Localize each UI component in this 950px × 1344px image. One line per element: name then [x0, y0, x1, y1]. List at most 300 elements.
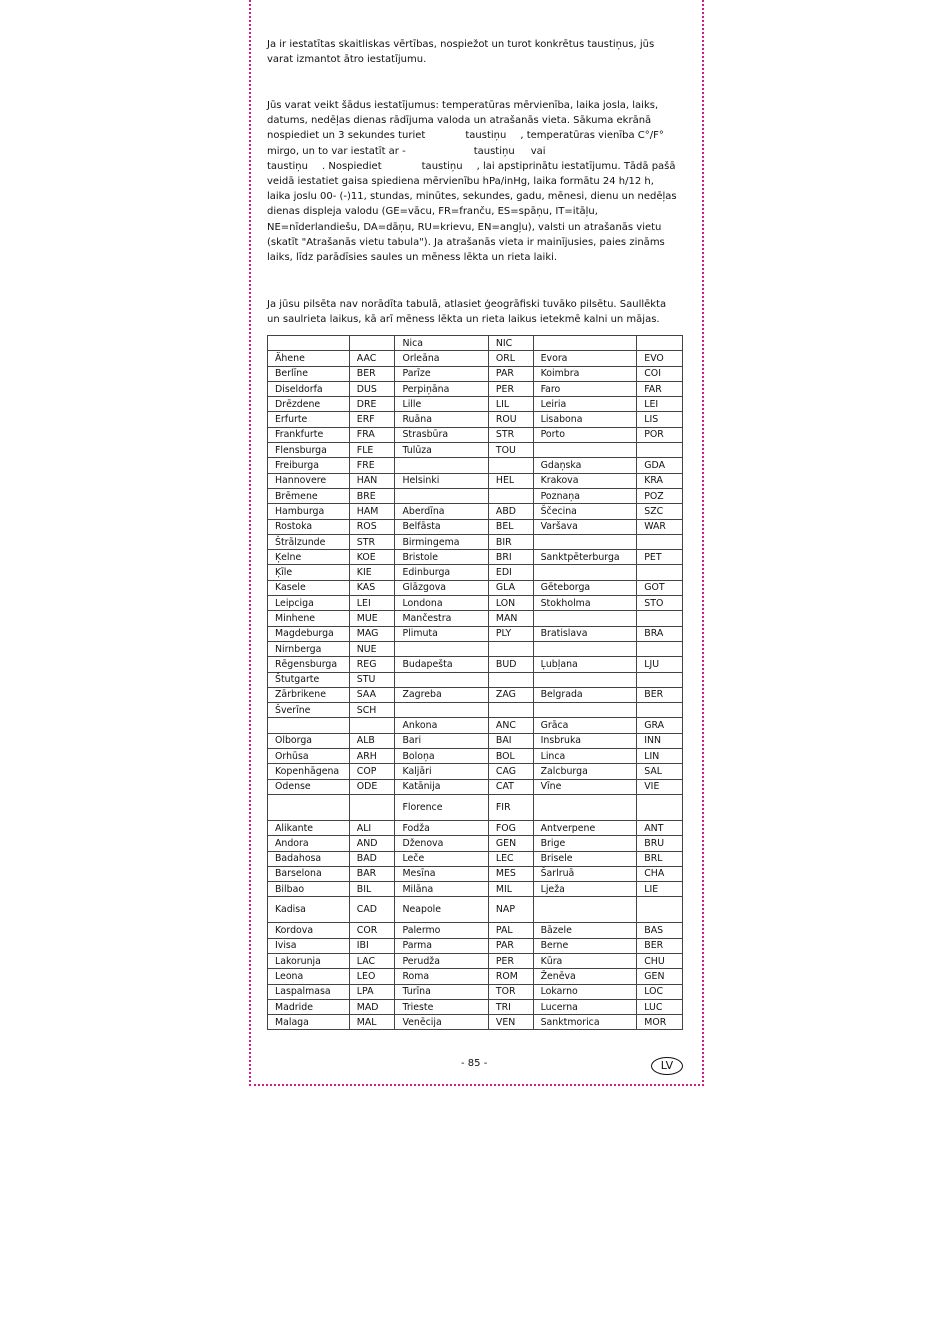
table-cell-code: MAD: [349, 999, 395, 1014]
table-cell-city: Nica: [395, 336, 488, 351]
table-cell-city: Magdeburga: [268, 626, 350, 641]
table-cell-code: LEO: [349, 969, 395, 984]
table-cell-code: PAR: [488, 366, 533, 381]
table-cell-city: Perpiņāna: [395, 381, 488, 396]
table-cell-city: Belgrada: [533, 687, 637, 702]
table-cell-code: LEI: [637, 397, 683, 412]
paragraph-quick-setting: Ja ir iestatītas skaitliskas vērtības, nospiežot un turot konkrētus taustiņus, jūs varat izmantot ātro iestatījumu.: [267, 39, 655, 66]
table-cell-city: Evora: [533, 351, 637, 366]
table-cell-city: Varšava: [533, 519, 637, 534]
table-cell-city: Neapole: [395, 897, 488, 923]
table-cell-city: Leiria: [533, 397, 637, 412]
table-cell-city: Kordova: [268, 923, 350, 938]
table-cell-city: Berlīne: [268, 366, 350, 381]
table-cell-code: BRU: [637, 836, 683, 851]
table-cell-city: Plimuta: [395, 626, 488, 641]
table-cell-city: Mančestra: [395, 611, 488, 626]
table-cell-city: Parīze: [395, 366, 488, 381]
table-row: [268, 336, 683, 351]
table-cell-code: NIC: [488, 336, 533, 351]
table-cell-code: BER: [349, 366, 395, 381]
table-row: [268, 626, 683, 641]
table-cell-city: Rēgensburga: [268, 657, 350, 672]
table-row: [268, 519, 683, 534]
table-cell-code: MIL: [488, 882, 533, 897]
table-cell-city: Ankona: [395, 718, 488, 733]
table-cell-city: Parma: [395, 938, 488, 953]
table-cell-code: LPA: [349, 984, 395, 999]
table-cell-city: [395, 703, 488, 718]
table-cell-city: Boloņa: [395, 749, 488, 764]
table-cell-code: BIR: [488, 534, 533, 549]
table-cell-city: Ähene: [268, 351, 350, 366]
table-cell-city: Andora: [268, 836, 350, 851]
table-cell-city: Orleāna: [395, 351, 488, 366]
table-cell-city: [533, 336, 637, 351]
p2-part-g: . Nospiediet: [321, 160, 382, 172]
table-cell-city: Ķīle: [268, 565, 350, 580]
table-cell-city: Florence: [395, 794, 488, 820]
table-cell-code: FLE: [349, 443, 395, 458]
p2-part-a: Jūs varat veikt šādus iestatījumus: temperatūras mērvienība, laika josla, laiks, datums, nedēļas dienas rādījuma valoda un atrašanās vieta. Sākuma ekrānā nospiediet un 3 sekundes turiet: [267, 100, 659, 142]
table-cell-code: EVO: [637, 351, 683, 366]
table-cell-city: Koimbra: [533, 366, 637, 381]
table-cell-city: Fodža: [395, 820, 488, 835]
table-cell-city: Stokholma: [533, 596, 637, 611]
table-cell-code: LAC: [349, 953, 395, 968]
table-cell-code: HAM: [349, 504, 395, 519]
table-cell-code: KOE: [349, 550, 395, 565]
table-cell-code: CAD: [349, 897, 395, 923]
table-row: [268, 657, 683, 672]
table-cell-city: Brēmene: [268, 488, 350, 503]
table-cell-code: LJU: [637, 657, 683, 672]
table-cell-code: GOT: [637, 580, 683, 595]
table-cell-code: BRA: [637, 626, 683, 641]
table-cell-code: AAC: [349, 351, 395, 366]
table-cell-code: BAI: [488, 733, 533, 748]
table-row: [268, 687, 683, 702]
table-row: [268, 749, 683, 764]
table-cell-city: Bilbao: [268, 882, 350, 897]
p2-part-e: vai: [530, 145, 546, 157]
table-cell-code: FOG: [488, 820, 533, 835]
table-cell-code: BAR: [349, 866, 395, 881]
table-cell-city: [268, 794, 350, 820]
table-cell-city: Šarlruā: [533, 866, 637, 881]
table-cell-city: Erfurte: [268, 412, 350, 427]
table-cell-city: Bāzele: [533, 923, 637, 938]
table-cell-code: DRE: [349, 397, 395, 412]
table-cell-city: Lježa: [533, 882, 637, 897]
table-cell-code: INN: [637, 733, 683, 748]
table-cell-city: [533, 565, 637, 580]
table-cell-city: Lille: [395, 397, 488, 412]
table-cell-city: Brisele: [533, 851, 637, 866]
table-cell-code: BOL: [488, 749, 533, 764]
table-cell-code: GDA: [637, 458, 683, 473]
table-row: [268, 836, 683, 851]
table-cell-code: GRA: [637, 718, 683, 733]
table-cell-code: [349, 794, 395, 820]
table-cell-city: Olborga: [268, 733, 350, 748]
table-cell-city: Laspalmasa: [268, 984, 350, 999]
table-cell-city: Odense: [268, 779, 350, 794]
table-cell-city: Perudža: [395, 953, 488, 968]
table-cell-code: KIE: [349, 565, 395, 580]
p2-part-i: , lai apstiprinātu iestatījumu. Tādā pašā veidā iestatiet gaisa spiediena mērvienību hPa/inHg, laika formātu 24 h/12 h, laika joslu 00- (-)11, stundas, minūtes, sekundes, gadu, mēnesi, dienu un nedēļas dienas displeja valodu (GE=vācu, FR=franču, ES=spāņu, IT=itāļu, NE=nīderlandiešu, DA=dāņu, RU=krievu, EN=angļu), valsti un atrašanās vietu (skatīt "Atrašanās vietu tabula"). Ja atrašanās vieta ir mainījusies, paies zināms laiks, līdz parādīsies saules un mēness lēkta un rieta laiki.: [267, 160, 677, 264]
table-cell-city: Bari: [395, 733, 488, 748]
table-cell-code: TRI: [488, 999, 533, 1014]
table-cell-city: Belfāsta: [395, 519, 488, 534]
table-cell-city: Ženēva: [533, 969, 637, 984]
table-cell-city: Zārbrikene: [268, 687, 350, 702]
table-cell-code: REG: [349, 657, 395, 672]
table-cell-city: [395, 488, 488, 503]
table-cell-city: Faro: [533, 381, 637, 396]
table-cell-code: COP: [349, 764, 395, 779]
table-cell-code: KAS: [349, 580, 395, 595]
table-cell-city: Turīna: [395, 984, 488, 999]
table-cell-city: Hannovere: [268, 473, 350, 488]
table-cell-code: ABD: [488, 504, 533, 519]
language-badge: LV: [651, 1057, 683, 1075]
table-cell-code: LIL: [488, 397, 533, 412]
table-cell-city: Milāna: [395, 882, 488, 897]
table-row: [268, 733, 683, 748]
table-row: [268, 718, 683, 733]
table-row: [268, 953, 683, 968]
location-table-body: [268, 336, 683, 1030]
table-cell-code: CHU: [637, 953, 683, 968]
table-row: [268, 366, 683, 381]
table-row: [268, 1015, 683, 1030]
table-cell-city: Sanktpēterburga: [533, 550, 637, 565]
table-cell-city: Rostoka: [268, 519, 350, 534]
table-cell-city: Lakorunja: [268, 953, 350, 968]
table-row: [268, 580, 683, 595]
table-row: [268, 534, 683, 549]
table-cell-city: Trieste: [395, 999, 488, 1014]
table-cell-code: [637, 443, 683, 458]
table-cell-code: SCH: [349, 703, 395, 718]
table-row: [268, 969, 683, 984]
p2-part-h: taustiņu: [421, 160, 463, 172]
table-cell-city: Lokarno: [533, 984, 637, 999]
table-cell-code: ODE: [349, 779, 395, 794]
table-cell-code: ANC: [488, 718, 533, 733]
table-row: [268, 443, 683, 458]
table-cell-code: MOR: [637, 1015, 683, 1030]
table-cell-code: VIE: [637, 779, 683, 794]
table-cell-code: ORL: [488, 351, 533, 366]
table-cell-city: Flensburga: [268, 443, 350, 458]
table-cell-code: PAR: [488, 938, 533, 953]
table-cell-code: ZAG: [488, 687, 533, 702]
table-cell-city: Freiburga: [268, 458, 350, 473]
table-row: [268, 897, 683, 923]
table-cell-code: [637, 794, 683, 820]
table-cell-city: Londona: [395, 596, 488, 611]
table-row: [268, 351, 683, 366]
table-cell-city: Šverīne: [268, 703, 350, 718]
table-cell-city: Lucerna: [533, 999, 637, 1014]
table-cell-city: Birmingema: [395, 534, 488, 549]
table-row: [268, 611, 683, 626]
table-cell-code: BRE: [349, 488, 395, 503]
table-cell-city: [395, 672, 488, 687]
table-cell-code: PAL: [488, 923, 533, 938]
table-row: [268, 866, 683, 881]
table-cell-code: ALI: [349, 820, 395, 835]
table-cell-city: Palermo: [395, 923, 488, 938]
table-cell-code: ROM: [488, 969, 533, 984]
table-cell-city: [533, 703, 637, 718]
table-cell-code: [488, 672, 533, 687]
table-cell-city: Leče: [395, 851, 488, 866]
table-row: [268, 999, 683, 1014]
table-cell-code: ROU: [488, 412, 533, 427]
table-row: [268, 565, 683, 580]
table-cell-code: SAA: [349, 687, 395, 702]
table-cell-city: Poznaņa: [533, 488, 637, 503]
table-cell-code: [488, 641, 533, 656]
table-cell-city: Kopenhāgena: [268, 764, 350, 779]
table-cell-code: [349, 336, 395, 351]
table-cell-code: [637, 565, 683, 580]
table-cell-city: Dženova: [395, 836, 488, 851]
table-cell-code: DUS: [349, 381, 395, 396]
table-row: [268, 397, 683, 412]
table-cell-code: CAG: [488, 764, 533, 779]
paragraph-settings-instructions: [267, 98, 679, 265]
table-cell-code: NUE: [349, 641, 395, 656]
table-cell-code: TOU: [488, 443, 533, 458]
table-row: [268, 473, 683, 488]
table-cell-city: Drēzdene: [268, 397, 350, 412]
table-cell-code: PER: [488, 953, 533, 968]
table-cell-code: BRI: [488, 550, 533, 565]
table-cell-city: Ļubļana: [533, 657, 637, 672]
table-cell-code: BER: [637, 938, 683, 953]
table-cell-code: POR: [637, 427, 683, 442]
table-cell-city: [533, 794, 637, 820]
table-cell-code: STR: [349, 534, 395, 549]
table-cell-code: [637, 611, 683, 626]
table-row: [268, 596, 683, 611]
table-cell-code: POZ: [637, 488, 683, 503]
table-cell-city: [395, 458, 488, 473]
table-cell-city: Zalcburga: [533, 764, 637, 779]
location-table: [267, 335, 683, 1030]
table-cell-city: Diseldorfa: [268, 381, 350, 396]
table-row: [268, 381, 683, 396]
table-cell-code: FRA: [349, 427, 395, 442]
table-cell-city: [533, 611, 637, 626]
table-row: [268, 938, 683, 953]
table-cell-city: [533, 641, 637, 656]
table-cell-code: BRL: [637, 851, 683, 866]
table-cell-code: [637, 897, 683, 923]
table-row: [268, 703, 683, 718]
table-row: [268, 458, 683, 473]
table-cell-city: Štrālzunde: [268, 534, 350, 549]
table-cell-city: Minhene: [268, 611, 350, 626]
table-cell-code: [637, 703, 683, 718]
table-cell-city: Kadisa: [268, 897, 350, 923]
table-row: [268, 427, 683, 442]
table-cell-city: [268, 718, 350, 733]
table-cell-code: ROS: [349, 519, 395, 534]
table-cell-city: Nirnberga: [268, 641, 350, 656]
table-cell-city: [268, 336, 350, 351]
table-cell-city: Insbruka: [533, 733, 637, 748]
table-cell-city: Krakova: [533, 473, 637, 488]
table-cell-code: BER: [637, 687, 683, 702]
table-cell-code: TOR: [488, 984, 533, 999]
table-cell-code: HAN: [349, 473, 395, 488]
table-cell-code: [637, 534, 683, 549]
table-cell-code: LOC: [637, 984, 683, 999]
table-cell-city: Edinburga: [395, 565, 488, 580]
table-cell-city: Ķelne: [268, 550, 350, 565]
table-cell-code: NAP: [488, 897, 533, 923]
table-cell-code: BIL: [349, 882, 395, 897]
table-cell-city: Gēteborga: [533, 580, 637, 595]
table-cell-city: Kaljāri: [395, 764, 488, 779]
table-cell-city: Helsinki: [395, 473, 488, 488]
table-cell-code: MAN: [488, 611, 533, 626]
table-cell-code: [488, 488, 533, 503]
table-cell-code: COI: [637, 366, 683, 381]
table-cell-city: Linca: [533, 749, 637, 764]
table-row: [268, 488, 683, 503]
table-cell-city: Aberdīna: [395, 504, 488, 519]
table-cell-city: Berne: [533, 938, 637, 953]
table-cell-code: EDI: [488, 565, 533, 580]
table-cell-city: Budapešta: [395, 657, 488, 672]
table-cell-city: Bristole: [395, 550, 488, 565]
table-row: [268, 820, 683, 835]
table-cell-code: STR: [488, 427, 533, 442]
table-cell-code: BAD: [349, 851, 395, 866]
table-cell-code: LEC: [488, 851, 533, 866]
table-cell-code: AND: [349, 836, 395, 851]
table-cell-city: Strasbūra: [395, 427, 488, 442]
table-cell-city: Bratislava: [533, 626, 637, 641]
table-cell-city: Štutgarte: [268, 672, 350, 687]
p2-part-b: taustiņu: [465, 130, 507, 142]
table-cell-code: CAT: [488, 779, 533, 794]
table-cell-code: ARH: [349, 749, 395, 764]
table-cell-city: Lisabona: [533, 412, 637, 427]
table-cell-city: Brige: [533, 836, 637, 851]
table-row: [268, 550, 683, 565]
table-cell-city: Sanktmorica: [533, 1015, 637, 1030]
table-cell-city: Badahosa: [268, 851, 350, 866]
table-cell-code: WAR: [637, 519, 683, 534]
table-cell-city: Ščecina: [533, 504, 637, 519]
table-cell-city: Kasele: [268, 580, 350, 595]
table-cell-code: BEL: [488, 519, 533, 534]
p2-part-d: taustiņu: [473, 145, 515, 157]
table-cell-code: FRE: [349, 458, 395, 473]
table-cell-city: Mesīna: [395, 866, 488, 881]
table-cell-city: Orhūsa: [268, 749, 350, 764]
table-cell-city: Porto: [533, 427, 637, 442]
table-cell-code: LEI: [349, 596, 395, 611]
table-cell-code: VEN: [488, 1015, 533, 1030]
table-cell-city: Ivisa: [268, 938, 350, 953]
table-cell-city: Malaga: [268, 1015, 350, 1030]
page-number: - 85 -: [461, 1058, 488, 1069]
table-cell-city: [533, 897, 637, 923]
table-row: [268, 672, 683, 687]
table-cell-city: Leipciga: [268, 596, 350, 611]
table-cell-city: Venēcija: [395, 1015, 488, 1030]
table-cell-code: PER: [488, 381, 533, 396]
table-cell-city: Antverpene: [533, 820, 637, 835]
table-cell-code: LIN: [637, 749, 683, 764]
table-cell-code: LIE: [637, 882, 683, 897]
table-cell-code: LON: [488, 596, 533, 611]
table-cell-city: Roma: [395, 969, 488, 984]
table-cell-code: PET: [637, 550, 683, 565]
table-cell-city: Hamburga: [268, 504, 350, 519]
table-cell-code: [349, 718, 395, 733]
table-cell-code: STO: [637, 596, 683, 611]
table-cell-city: Leona: [268, 969, 350, 984]
table-cell-code: GLA: [488, 580, 533, 595]
table-cell-city: Ruāna: [395, 412, 488, 427]
table-cell-city: Zagreba: [395, 687, 488, 702]
table-row: [268, 764, 683, 779]
table-cell-city: [533, 534, 637, 549]
p2-part-f: taustiņu: [267, 160, 308, 172]
table-cell-code: LUC: [637, 999, 683, 1014]
table-cell-code: STU: [349, 672, 395, 687]
table-cell-code: COR: [349, 923, 395, 938]
table-cell-code: [637, 336, 683, 351]
table-row: [268, 984, 683, 999]
table-cell-city: [395, 641, 488, 656]
table-cell-code: LIS: [637, 412, 683, 427]
table-row: [268, 641, 683, 656]
table-cell-code: KRA: [637, 473, 683, 488]
table-cell-city: Vīne: [533, 779, 637, 794]
table-cell-city: Glāzgova: [395, 580, 488, 595]
table-cell-city: Gdaņska: [533, 458, 637, 473]
table-cell-code: SAL: [637, 764, 683, 779]
table-cell-code: CHA: [637, 866, 683, 881]
table-cell-code: [637, 641, 683, 656]
table-cell-code: MAG: [349, 626, 395, 641]
table-cell-code: ANT: [637, 820, 683, 835]
table-cell-code: GEN: [637, 969, 683, 984]
table-cell-code: FAR: [637, 381, 683, 396]
table-cell-code: SZC: [637, 504, 683, 519]
table-cell-city: [533, 672, 637, 687]
table-cell-city: Katānija: [395, 779, 488, 794]
table-cell-code: ERF: [349, 412, 395, 427]
table-cell-city: Alikante: [268, 820, 350, 835]
table-cell-city: Madride: [268, 999, 350, 1014]
table-cell-code: PLY: [488, 626, 533, 641]
table-cell-city: Frankfurte: [268, 427, 350, 442]
table-row: [268, 794, 683, 820]
table-cell-code: [637, 672, 683, 687]
table-cell-code: [488, 458, 533, 473]
